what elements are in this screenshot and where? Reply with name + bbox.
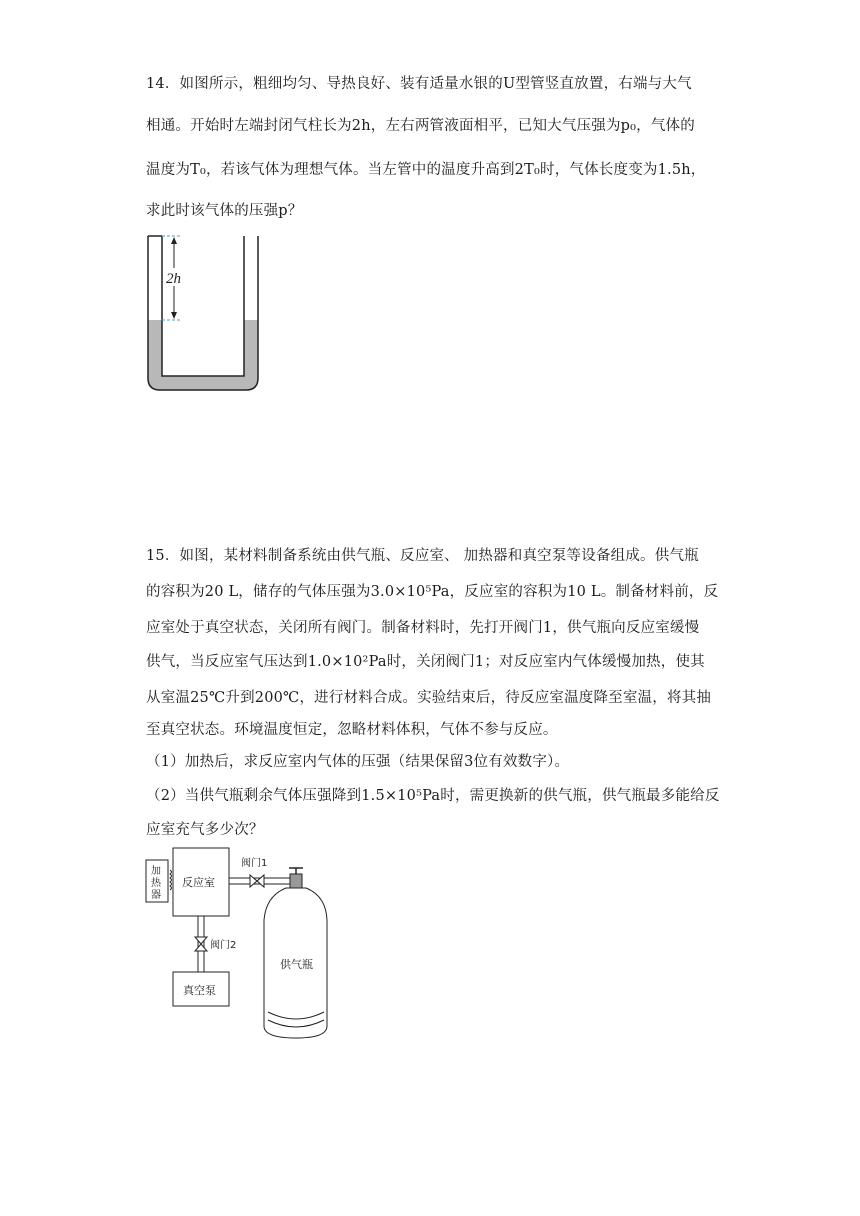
svg-text:加 热 器: 加 热 器 [151,866,161,901]
q15-line-9: 应室充气多少次？ [146,822,264,838]
q15-line-7: （1）加热后，求反应室内气体的压强（结果保留3位有效数字）。 [146,754,570,770]
u-tube-outer-wall [148,236,258,390]
valve-2-icon [195,937,207,951]
q15-line-8: （2）当供气瓶剩余气体压强降到1.5×10⁵Pa时，需更换新的供气瓶，供气瓶最多能给反 [146,788,720,804]
heater-label: 加 [151,866,161,877]
cylinder-label: 供气瓶 [280,958,313,971]
q15-line-5: 从室温25℃升到200℃，进行材料合成。实验结束后，待反应室温度降至室温，将其抽 [146,690,712,706]
q15-line-2: 的容积为20 L，储存的气体压强为3.0×10⁵Pa，反应室的容积为10 L。制备材料前，反 [146,584,719,600]
heater-coil [170,870,172,890]
valve-2-label: 阀门2 [210,940,237,951]
q14-line-1: 14．如图所示，粗细均匀、导热良好、装有适量水银的U型管竖直放置，右端与大气 [146,76,692,92]
apparatus-figure [140,840,340,1045]
length-label: 2h [166,271,181,287]
q14-line-4: 求此时该气体的压强p？ [146,203,303,219]
q14-line-2: 相通。开始时左端封闭气柱长为2h，左右两管液面相平，已知大气压强为p₀，气体的 [146,118,695,134]
q14-line-3: 温度为T₀，若该气体为理想气体。当左管中的温度升高到2T₀时，气体长度变为1.5h， [146,162,706,178]
q15-line-6: 至真空状态。环境温度恒定，忽略材料体积，气体不参与反应。 [146,722,558,738]
chamber-label: 反应室 [182,876,215,889]
q15-line-1: 15．如图，某材料制备系统由供气瓶、反应室、 加热器和真空泵等设备组成。供气瓶 [146,548,699,564]
q15-line-4: 供气，当反应室气压达到1.0×10²Pa时，关闭阀门1；对反应室内气体缓慢加热，使其 [146,654,705,670]
mercury [148,320,258,390]
cylinder-valve [290,874,302,888]
pump-label: 真空泵 [183,984,216,997]
u-tube-figure [140,230,270,400]
q15-line-3: 应室处于真空状态，关闭所有阀门。制备材料时，先打开阀门1，供气瓶向反应室缓慢 [146,620,700,636]
valve-1-icon [250,875,264,887]
valve-1-label: 阀门1 [241,858,268,869]
